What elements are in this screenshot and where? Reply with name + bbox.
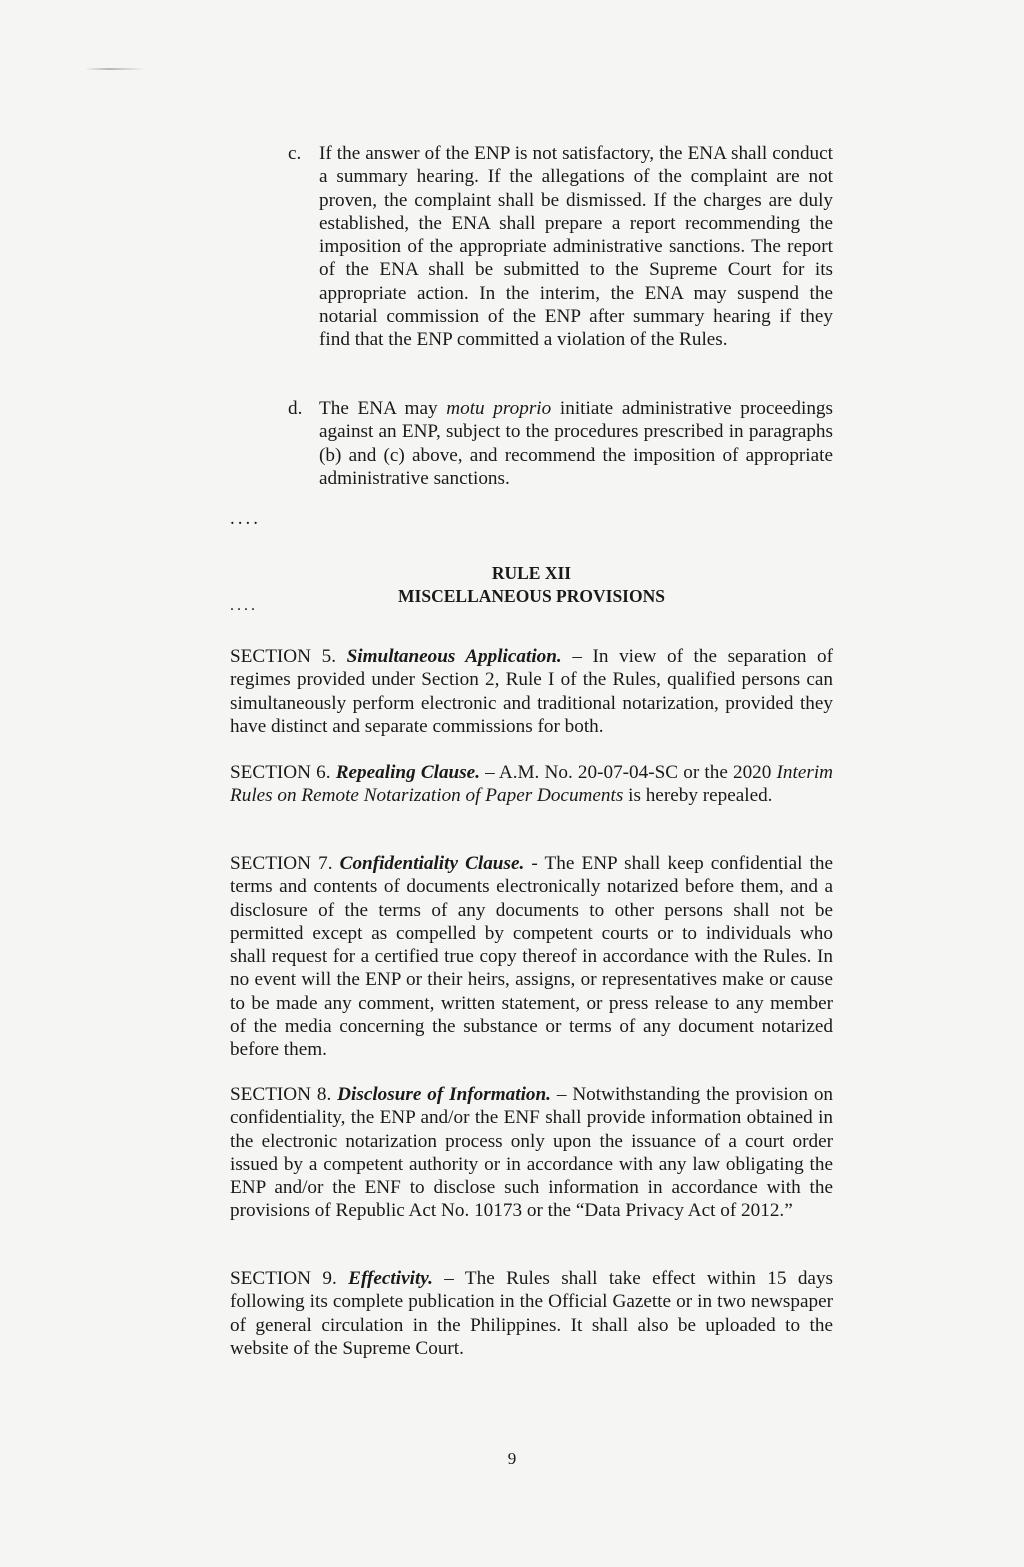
section-6 <box>230 761 833 808</box>
list-item-text: If the answer of the ENP is not satisfactory, the ENA shall conduct a summary hearing. If the allegations of the complaint are not proven, the complaint shall be dismissed. If the charges are duly established, the ENA shall prepare a report recommending the imposition of the appropriate administrative sanctions. The report of the ENA shall be submitted to the Supreme Court for its appropriate action. In the interim, the ENA may suspend the notarial commission of the ENP after summary hearing if they find that the ENP committed a violation of the Rules. <box>319 143 833 351</box>
section-text: - The ENP shall keep confidential the terms and contents of documents electronically notarized before them, and a disclosure of the terms of any documents to other persons shall not be permitted except as compelled by competent courts or to individuals who shall request for a certified true copy thereof in accordance with the Rules. In no event will the ENP or their heirs, assigns, or representatives make or cause to be made any comment, written statement, or press release to any member of the media concerning the substance or terms of any document notarized before them. <box>230 853 833 1061</box>
rule-title: MISCELLANEOUS PROVISIONS <box>398 586 665 606</box>
section-text: – In view of the separation of regimes provided under Section 2, Rule I of the Rules, qualified persons can simultaneously perform electronic and traditional notarization, provided they have distinct and separate commissions for both. <box>230 646 833 737</box>
section-heading: Disclosure of Information. <box>337 1084 551 1105</box>
section-text: is hereby repealed. <box>623 785 773 807</box>
section-number: SECTION 8. <box>230 1084 338 1105</box>
section-7 <box>230 852 833 1062</box>
omission-ellipsis: .... <box>230 508 261 529</box>
section-heading: Effectivity. <box>348 1268 433 1289</box>
section-8 <box>230 1083 833 1223</box>
section-5 <box>230 645 833 738</box>
list-item-letter: d. <box>288 398 303 419</box>
section-heading: Confidentiality Clause. <box>339 853 525 874</box>
list-item-text: The ENA may motu proprio initiate administrative proceedings against an ENP, subject to the procedures prescribed in paragraphs (b) and (c) above, and recommend the imposition of appropriate administrative sanctions. <box>319 398 833 489</box>
page-number: 9 <box>507 1449 517 1468</box>
section-number: SECTION 6. <box>230 762 336 783</box>
rules-title: Interim Rules on Remote Notarization of Paper Documents <box>230 762 834 807</box>
rule-heading <box>230 562 833 608</box>
section-text: – Notwithstanding the provision on confidentiality, the ENP and/or the ENF shall provide information obtained in the electronic notarization process only upon the issuance of a court order issued by a competent authority or in accordance with any law obligating the ENP and/or the ENF to disclose such information in accordance with the provisions of Republic Act No. 10173 or the “Data Privacy Act of 2012.” <box>230 1084 834 1222</box>
section-text: – A.M. No. 20-07-04-SC or the 2020 <box>480 762 777 783</box>
section-heading: Simultaneous Application. <box>346 646 562 667</box>
omission-ellipsis: .... <box>230 597 258 614</box>
rule-number: RULE XII <box>491 563 572 583</box>
section-heading: Repealing Clause. <box>335 762 480 783</box>
section-text: – The Rules shall take effect within 15 days following its complete publication in the Official Gazette or in two newspaper of general circulation in the Philippines. It shall also be uploaded to the website of the Supreme Court. <box>230 1268 834 1359</box>
scan-artifact <box>85 68 145 70</box>
list-item-letter: c. <box>288 143 302 164</box>
section-9 <box>230 1267 833 1360</box>
latin-term: motu proprio <box>446 398 552 419</box>
section-number: SECTION 9. <box>230 1268 349 1289</box>
section-number: SECTION 7. <box>230 853 340 874</box>
section-number: SECTION 5. <box>230 646 347 667</box>
